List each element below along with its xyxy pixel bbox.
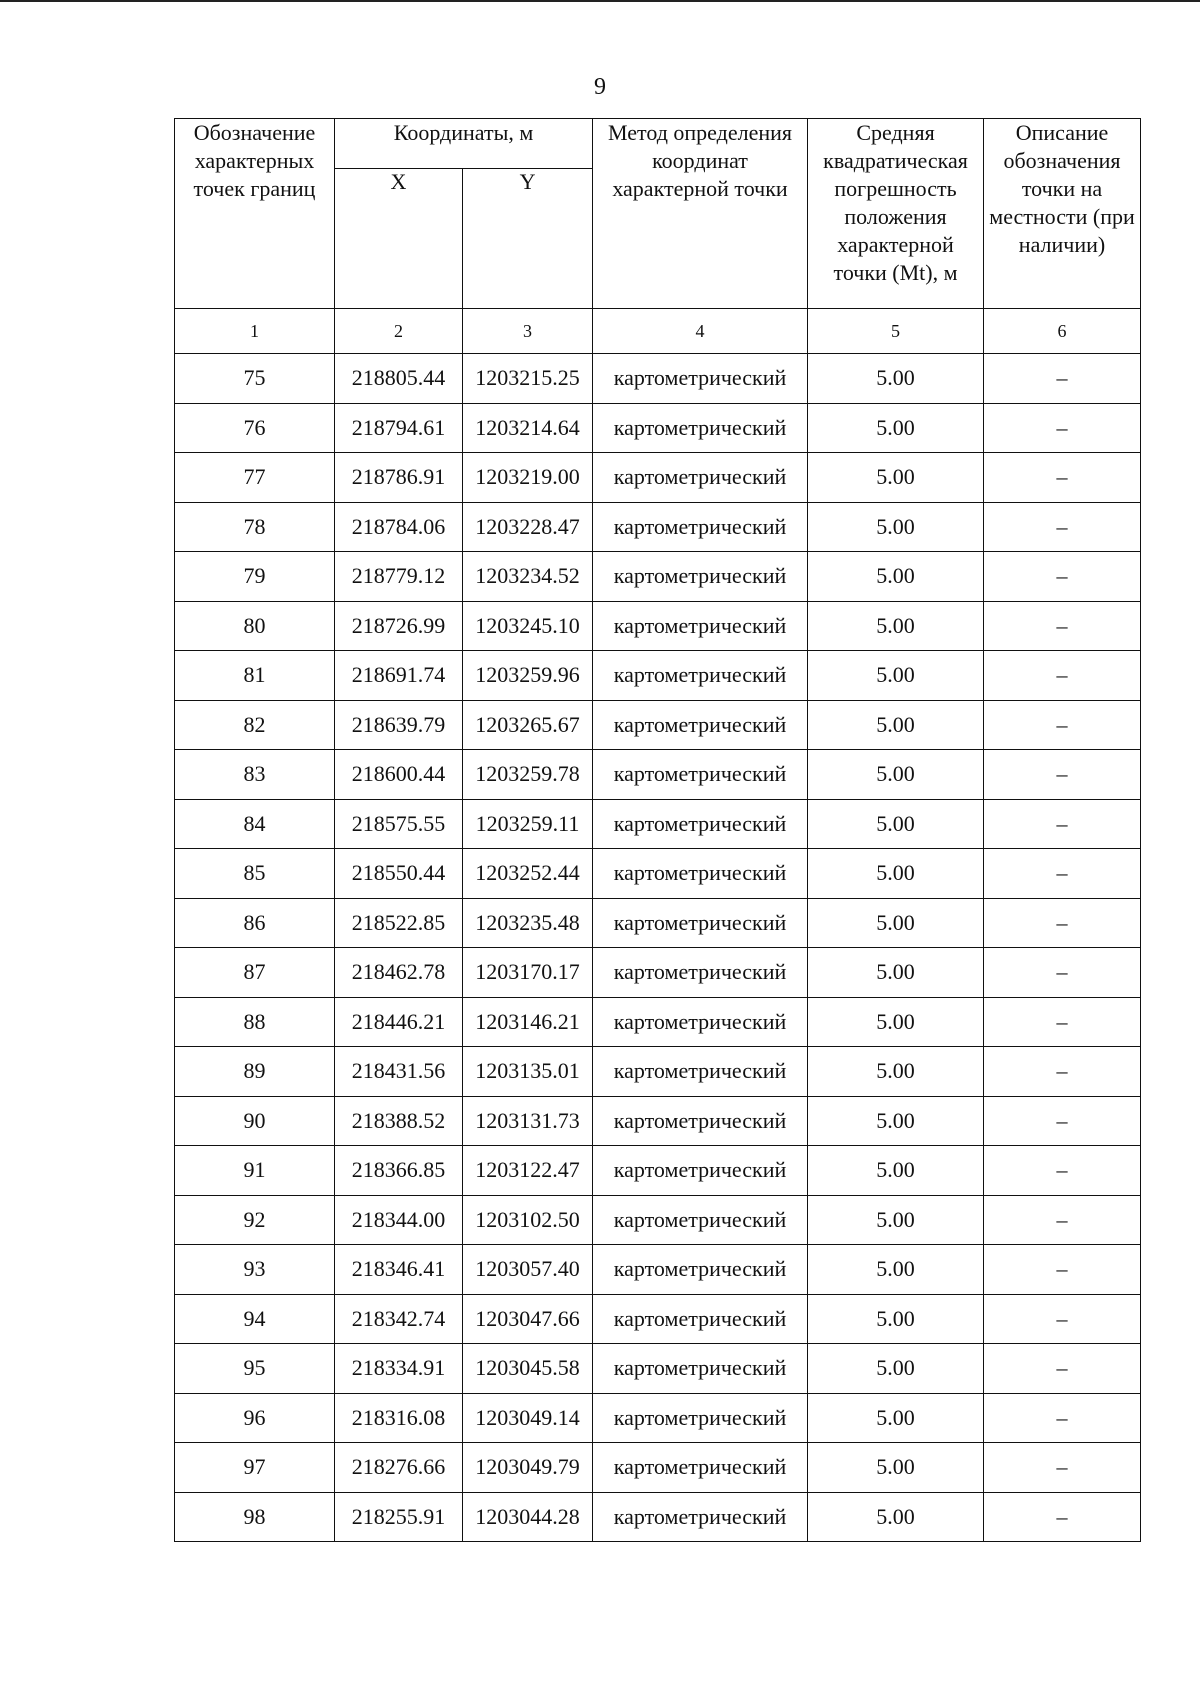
method-cell: картометрический bbox=[593, 1096, 808, 1146]
table-row bbox=[175, 849, 1141, 899]
x-coordinate-cell: 218334.91 bbox=[335, 1344, 463, 1394]
error-cell: 5.00 bbox=[808, 1195, 984, 1245]
method-cell: картометрический bbox=[593, 1492, 808, 1542]
table-row bbox=[175, 1344, 1141, 1394]
table-row bbox=[175, 799, 1141, 849]
page-number: 9 bbox=[594, 74, 606, 100]
column-number: 3 bbox=[463, 309, 593, 354]
y-coordinate-cell: 1203265.67 bbox=[463, 700, 593, 750]
description-cell: – bbox=[984, 1492, 1141, 1542]
description-cell: – bbox=[984, 502, 1141, 552]
x-coordinate-cell: 218691.74 bbox=[335, 651, 463, 701]
error-cell: 5.00 bbox=[808, 1492, 984, 1542]
table-row bbox=[175, 1393, 1141, 1443]
point-id-cell: 81 bbox=[175, 651, 335, 701]
error-cell: 5.00 bbox=[808, 651, 984, 701]
header-error: Средняя квадратическая погрешность положения характерной точки (Mt), м bbox=[808, 119, 984, 309]
y-coordinate-cell: 1203045.58 bbox=[463, 1344, 593, 1394]
point-id-cell: 98 bbox=[175, 1492, 335, 1542]
y-coordinate-cell: 1203234.52 bbox=[463, 552, 593, 602]
x-coordinate-cell: 218346.41 bbox=[335, 1245, 463, 1295]
description-cell: – bbox=[984, 1245, 1141, 1295]
description-cell: – bbox=[984, 1344, 1141, 1394]
table-row bbox=[175, 403, 1141, 453]
y-coordinate-cell: 1203122.47 bbox=[463, 1146, 593, 1196]
description-cell: – bbox=[984, 552, 1141, 602]
description-cell: – bbox=[984, 898, 1141, 948]
error-cell: 5.00 bbox=[808, 601, 984, 651]
y-coordinate-cell: 1203228.47 bbox=[463, 502, 593, 552]
table-row bbox=[175, 898, 1141, 948]
x-coordinate-cell: 218575.55 bbox=[335, 799, 463, 849]
point-id-cell: 91 bbox=[175, 1146, 335, 1196]
y-coordinate-cell: 1203057.40 bbox=[463, 1245, 593, 1295]
table-row bbox=[175, 453, 1141, 503]
point-id-cell: 86 bbox=[175, 898, 335, 948]
error-cell: 5.00 bbox=[808, 354, 984, 404]
error-cell: 5.00 bbox=[808, 1344, 984, 1394]
column-number: 1 bbox=[175, 309, 335, 354]
table-row bbox=[175, 1096, 1141, 1146]
table-row bbox=[175, 750, 1141, 800]
header-method: Метод определения координат характерной точки bbox=[593, 119, 808, 309]
x-coordinate-cell: 218794.61 bbox=[335, 403, 463, 453]
error-cell: 5.00 bbox=[808, 997, 984, 1047]
column-number: 5 bbox=[808, 309, 984, 354]
description-cell: – bbox=[984, 651, 1141, 701]
point-id-cell: 76 bbox=[175, 403, 335, 453]
table-row bbox=[175, 997, 1141, 1047]
y-coordinate-cell: 1203215.25 bbox=[463, 354, 593, 404]
error-cell: 5.00 bbox=[808, 948, 984, 998]
description-cell: – bbox=[984, 1443, 1141, 1493]
point-id-cell: 85 bbox=[175, 849, 335, 899]
y-coordinate-cell: 1203049.79 bbox=[463, 1443, 593, 1493]
table-row bbox=[175, 1047, 1141, 1097]
y-coordinate-cell: 1203219.00 bbox=[463, 453, 593, 503]
point-id-cell: 89 bbox=[175, 1047, 335, 1097]
point-id-cell: 94 bbox=[175, 1294, 335, 1344]
point-id-cell: 93 bbox=[175, 1245, 335, 1295]
error-cell: 5.00 bbox=[808, 849, 984, 899]
y-coordinate-cell: 1203259.96 bbox=[463, 651, 593, 701]
method-cell: картометрический bbox=[593, 799, 808, 849]
header-point: Обозначение характерных точек границ bbox=[175, 119, 335, 309]
header-y: Y bbox=[463, 169, 593, 309]
method-cell: картометрический bbox=[593, 1344, 808, 1394]
error-cell: 5.00 bbox=[808, 1096, 984, 1146]
y-coordinate-cell: 1203047.66 bbox=[463, 1294, 593, 1344]
column-number: 4 bbox=[593, 309, 808, 354]
error-cell: 5.00 bbox=[808, 552, 984, 602]
point-id-cell: 95 bbox=[175, 1344, 335, 1394]
x-coordinate-cell: 218462.78 bbox=[335, 948, 463, 998]
header-x: X bbox=[335, 169, 463, 309]
x-coordinate-cell: 218446.21 bbox=[335, 997, 463, 1047]
point-id-cell: 84 bbox=[175, 799, 335, 849]
description-cell: – bbox=[984, 700, 1141, 750]
error-cell: 5.00 bbox=[808, 453, 984, 503]
y-coordinate-cell: 1203135.01 bbox=[463, 1047, 593, 1097]
method-cell: картометрический bbox=[593, 1195, 808, 1245]
coordinates-table bbox=[174, 118, 1141, 1542]
x-coordinate-cell: 218342.74 bbox=[335, 1294, 463, 1344]
table-row bbox=[175, 1245, 1141, 1295]
x-coordinate-cell: 218600.44 bbox=[335, 750, 463, 800]
x-coordinate-cell: 218784.06 bbox=[335, 502, 463, 552]
point-id-cell: 79 bbox=[175, 552, 335, 602]
description-cell: – bbox=[984, 1393, 1141, 1443]
method-cell: картометрический bbox=[593, 1393, 808, 1443]
description-cell: – bbox=[984, 1195, 1141, 1245]
error-cell: 5.00 bbox=[808, 898, 984, 948]
y-coordinate-cell: 1203245.10 bbox=[463, 601, 593, 651]
description-cell: – bbox=[984, 1096, 1141, 1146]
method-cell: картометрический bbox=[593, 453, 808, 503]
y-coordinate-cell: 1203259.11 bbox=[463, 799, 593, 849]
x-coordinate-cell: 218316.08 bbox=[335, 1393, 463, 1443]
method-cell: картометрический bbox=[593, 354, 808, 404]
x-coordinate-cell: 218522.85 bbox=[335, 898, 463, 948]
description-cell: – bbox=[984, 453, 1141, 503]
table-row bbox=[175, 700, 1141, 750]
method-cell: картометрический bbox=[593, 1245, 808, 1295]
table-row bbox=[175, 651, 1141, 701]
table-row bbox=[175, 1443, 1141, 1493]
x-coordinate-cell: 218388.52 bbox=[335, 1096, 463, 1146]
error-cell: 5.00 bbox=[808, 1047, 984, 1097]
description-cell: – bbox=[984, 750, 1141, 800]
method-cell: картометрический bbox=[593, 1443, 808, 1493]
x-coordinate-cell: 218366.85 bbox=[335, 1146, 463, 1196]
table-row bbox=[175, 1146, 1141, 1196]
method-cell: картометрический bbox=[593, 700, 808, 750]
table-row bbox=[175, 502, 1141, 552]
y-coordinate-cell: 1203146.21 bbox=[463, 997, 593, 1047]
table-row bbox=[175, 1294, 1141, 1344]
x-coordinate-cell: 218726.99 bbox=[335, 601, 463, 651]
header-description: Описание обозначения точки на местности (при наличии) bbox=[984, 119, 1141, 309]
description-cell: – bbox=[984, 997, 1141, 1047]
error-cell: 5.00 bbox=[808, 1294, 984, 1344]
method-cell: картометрический bbox=[593, 651, 808, 701]
error-cell: 5.00 bbox=[808, 1146, 984, 1196]
error-cell: 5.00 bbox=[808, 403, 984, 453]
point-id-cell: 88 bbox=[175, 997, 335, 1047]
y-coordinate-cell: 1203170.17 bbox=[463, 948, 593, 998]
point-id-cell: 75 bbox=[175, 354, 335, 404]
description-cell: – bbox=[984, 1146, 1141, 1196]
x-coordinate-cell: 218255.91 bbox=[335, 1492, 463, 1542]
x-coordinate-cell: 218276.66 bbox=[335, 1443, 463, 1493]
description-cell: – bbox=[984, 1047, 1141, 1097]
y-coordinate-cell: 1203235.48 bbox=[463, 898, 593, 948]
x-coordinate-cell: 218639.79 bbox=[335, 700, 463, 750]
y-coordinate-cell: 1203102.50 bbox=[463, 1195, 593, 1245]
description-cell: – bbox=[984, 799, 1141, 849]
description-cell: – bbox=[984, 1294, 1141, 1344]
x-coordinate-cell: 218805.44 bbox=[335, 354, 463, 404]
error-cell: 5.00 bbox=[808, 700, 984, 750]
x-coordinate-cell: 218550.44 bbox=[335, 849, 463, 899]
y-coordinate-cell: 1203044.28 bbox=[463, 1492, 593, 1542]
y-coordinate-cell: 1203259.78 bbox=[463, 750, 593, 800]
method-cell: картометрический bbox=[593, 552, 808, 602]
table-row bbox=[175, 1195, 1141, 1245]
y-coordinate-cell: 1203131.73 bbox=[463, 1096, 593, 1146]
error-cell: 5.00 bbox=[808, 799, 984, 849]
column-number: 2 bbox=[335, 309, 463, 354]
description-cell: – bbox=[984, 849, 1141, 899]
point-id-cell: 77 bbox=[175, 453, 335, 503]
table-row bbox=[175, 601, 1141, 651]
method-cell: картометрический bbox=[593, 948, 808, 998]
x-coordinate-cell: 218431.56 bbox=[335, 1047, 463, 1097]
scan-border bbox=[0, 0, 1200, 2]
column-number-row bbox=[175, 309, 1141, 354]
error-cell: 5.00 bbox=[808, 1245, 984, 1295]
description-cell: – bbox=[984, 403, 1141, 453]
error-cell: 5.00 bbox=[808, 502, 984, 552]
point-id-cell: 96 bbox=[175, 1393, 335, 1443]
method-cell: картометрический bbox=[593, 750, 808, 800]
point-id-cell: 92 bbox=[175, 1195, 335, 1245]
method-cell: картометрический bbox=[593, 502, 808, 552]
point-id-cell: 97 bbox=[175, 1443, 335, 1493]
y-coordinate-cell: 1203049.14 bbox=[463, 1393, 593, 1443]
point-id-cell: 83 bbox=[175, 750, 335, 800]
point-id-cell: 90 bbox=[175, 1096, 335, 1146]
point-id-cell: 80 bbox=[175, 601, 335, 651]
error-cell: 5.00 bbox=[808, 1393, 984, 1443]
table-row bbox=[175, 354, 1141, 404]
table-row bbox=[175, 948, 1141, 998]
method-cell: картометрический bbox=[593, 1047, 808, 1097]
method-cell: картометрический bbox=[593, 898, 808, 948]
method-cell: картометрический bbox=[593, 1294, 808, 1344]
x-coordinate-cell: 218786.91 bbox=[335, 453, 463, 503]
method-cell: картометрический bbox=[593, 601, 808, 651]
header-coordinates: Координаты, м bbox=[335, 119, 593, 169]
table-row bbox=[175, 1492, 1141, 1542]
y-coordinate-cell: 1203252.44 bbox=[463, 849, 593, 899]
method-cell: картометрический bbox=[593, 1146, 808, 1196]
table-row bbox=[175, 552, 1141, 602]
method-cell: картометрический bbox=[593, 997, 808, 1047]
y-coordinate-cell: 1203214.64 bbox=[463, 403, 593, 453]
error-cell: 5.00 bbox=[808, 750, 984, 800]
error-cell: 5.00 bbox=[808, 1443, 984, 1493]
x-coordinate-cell: 218344.00 bbox=[335, 1195, 463, 1245]
method-cell: картометрический bbox=[593, 403, 808, 453]
column-number: 6 bbox=[984, 309, 1141, 354]
x-coordinate-cell: 218779.12 bbox=[335, 552, 463, 602]
point-id-cell: 78 bbox=[175, 502, 335, 552]
description-cell: – bbox=[984, 948, 1141, 998]
method-cell: картометрический bbox=[593, 849, 808, 899]
description-cell: – bbox=[984, 601, 1141, 651]
point-id-cell: 82 bbox=[175, 700, 335, 750]
point-id-cell: 87 bbox=[175, 948, 335, 998]
description-cell: – bbox=[984, 354, 1141, 404]
